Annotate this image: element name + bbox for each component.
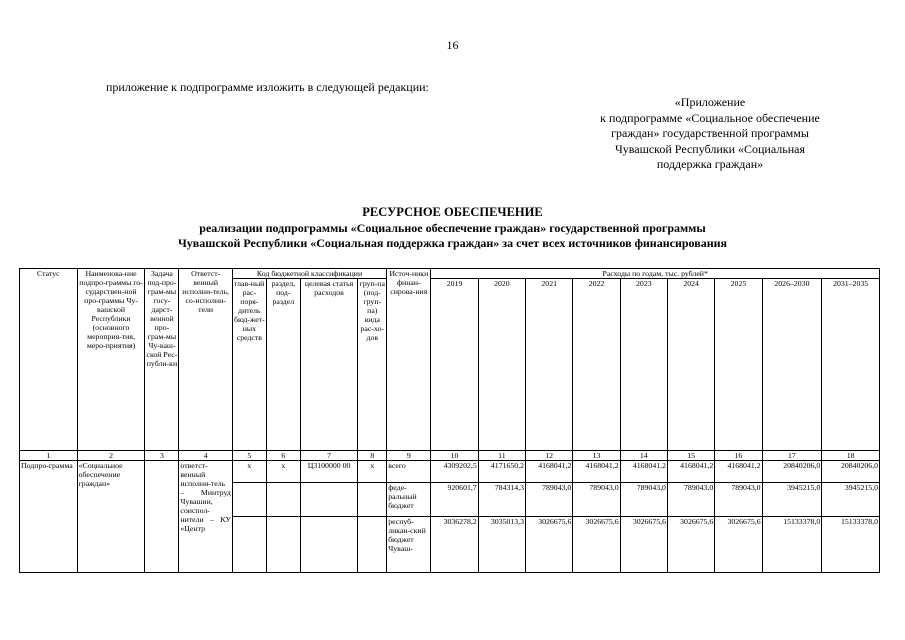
header-sources: Источ-ники финан-сирова-ния	[387, 269, 431, 451]
header-expense-group: груп-па (под-груп-па) вида рас-хо-дов	[358, 279, 387, 451]
appendix-line: граждан» государственной программы	[611, 126, 809, 140]
appendix-line: поддержка граждан»	[656, 157, 764, 171]
value-cell: 3026675,6	[573, 517, 620, 573]
col-number: 13	[573, 451, 620, 461]
empty-cell	[358, 483, 387, 517]
col-number: 7	[300, 451, 358, 461]
value-cell: 4168041,2	[667, 461, 714, 483]
value-cell: 920601,7	[431, 483, 478, 517]
empty-cell	[266, 517, 300, 573]
empty-cell	[300, 483, 358, 517]
header-year: 2024	[667, 279, 714, 451]
resource-table	[19, 268, 880, 573]
value-cell: 4168041,2	[526, 461, 573, 483]
col-number: 10	[431, 451, 478, 461]
header-responsible: Ответст-венный исполни-тель, со-исполни-тели	[179, 269, 232, 451]
header-main-manager: глав-ный рас-поря-дитель бюд-жет-ных средств	[232, 279, 266, 451]
col-number: 6	[266, 451, 300, 461]
col-number: 12	[526, 451, 573, 461]
header-status: Статус	[20, 269, 78, 451]
source-cell: феде-ральный бюджет	[387, 483, 431, 517]
col-number: 9	[387, 451, 431, 461]
intro-text: приложение к подпрограмме изложить в следующей редакции:	[106, 80, 429, 94]
title-line-3: Чувашской Республики «Социальная поддержка граждан» за счет всех источников финансирования	[177, 236, 728, 250]
column-numbers-row	[20, 451, 880, 461]
header-name: Наименова-ние подпро-граммы го-сударствен-ной про-граммы Чу-вашской Республики (основного мероприя-тия, меро-приятия)	[77, 269, 145, 451]
empty-cell	[266, 483, 300, 517]
value-cell: 789043,0	[715, 483, 762, 517]
expense-group-cell: x	[358, 461, 387, 483]
value-cell: 3026675,6	[667, 517, 714, 573]
header-year: 2020	[478, 279, 525, 451]
value-cell: 4168041,2	[715, 461, 762, 483]
value-cell: 3945215,0	[762, 483, 822, 517]
document-title	[0, 205, 905, 252]
value-cell: 4171650,2	[478, 461, 525, 483]
appendix-line: Чувашской Республики «Социальная	[614, 141, 806, 156]
value-cell: 4168041,2	[573, 461, 620, 483]
col-number: 5	[232, 451, 266, 461]
task-cell	[145, 461, 179, 573]
value-cell: 20840206,0	[822, 461, 880, 483]
col-number: 18	[822, 451, 880, 461]
value-cell: 789043,0	[526, 483, 573, 517]
target-item-cell: Ц3100000 00	[300, 461, 358, 483]
value-cell: 789043,0	[667, 483, 714, 517]
col-number: 3	[145, 451, 179, 461]
header-year: 2023	[620, 279, 667, 451]
col-number: 15	[667, 451, 714, 461]
value-cell: 3945215,0	[822, 483, 880, 517]
title-line-2: реализации подпрограммы «Социальное обеспечение граждан» государственной программы	[199, 220, 706, 235]
col-number: 2	[77, 451, 145, 461]
col-number: 16	[715, 451, 762, 461]
value-cell: 3026675,6	[620, 517, 667, 573]
value-cell: 3036278,2	[431, 517, 478, 573]
col-number: 4	[179, 451, 232, 461]
empty-cell	[232, 483, 266, 517]
header-year: 2026–2030	[762, 279, 822, 451]
value-cell: 784314,3	[478, 483, 525, 517]
section-cell: x	[266, 461, 300, 483]
value-cell: 20840206,0	[762, 461, 822, 483]
source-cell: всего	[387, 461, 431, 483]
table-row	[20, 461, 880, 483]
col-number: 14	[620, 451, 667, 461]
status-cell: Подпро-грамма	[20, 461, 78, 573]
header-year: 2021	[526, 279, 573, 451]
header-expenses: Расходы по годам, тыс. рублей*	[431, 269, 880, 279]
appendix-line: к подпрограмме «Социальное обеспечение	[600, 110, 820, 125]
value-cell: 15133378,0	[762, 517, 822, 573]
empty-cell	[232, 517, 266, 573]
value-cell: 15133378,0	[822, 517, 880, 573]
col-number: 1	[20, 451, 78, 461]
page-number: 16	[446, 38, 459, 52]
col-number: 8	[358, 451, 387, 461]
col-number: 17	[762, 451, 822, 461]
header-year: 2022	[573, 279, 620, 451]
value-cell: 789043,0	[573, 483, 620, 517]
header-year: 2019	[431, 279, 478, 451]
value-cell: 3026675,6	[715, 517, 762, 573]
header-target-item: целевая статья расходов	[300, 279, 358, 451]
value-cell: 3035013,3	[478, 517, 525, 573]
value-cell: 3026675,6	[526, 517, 573, 573]
header-year: 2025	[715, 279, 762, 451]
value-cell: 4309202,5	[431, 461, 478, 483]
header-task: Задача под-про-грам-мы госу-дарст-венной про-грам-мы Чу-ваш-ской Рес-публи-ки	[145, 269, 179, 451]
header-budget-code: Код бюджетной классификации	[232, 269, 386, 279]
empty-cell	[358, 517, 387, 573]
empty-cell	[300, 517, 358, 573]
appendix-header	[570, 95, 850, 173]
col-number: 11	[478, 451, 525, 461]
value-cell: 4168041,2	[620, 461, 667, 483]
main-manager-cell: x	[232, 461, 266, 483]
value-cell: 789043,0	[620, 483, 667, 517]
appendix-line: «Приложение	[674, 95, 746, 109]
source-cell: респуб-ликан-ский бюджет Чуваш-	[387, 517, 431, 573]
responsible-cell: ответст-венный исполни-тель – Минтруд Чувашии, соиспол-нители – КУ «Центр	[179, 461, 232, 573]
header-section: раздел, под-раздел	[266, 279, 300, 451]
name-cell: «Социальное обеспечение граждан»	[77, 461, 145, 573]
header-year: 2031–2035	[822, 279, 880, 451]
title-line-1: РЕСУРСНОЕ ОБЕСПЕЧЕНИЕ	[362, 205, 543, 219]
